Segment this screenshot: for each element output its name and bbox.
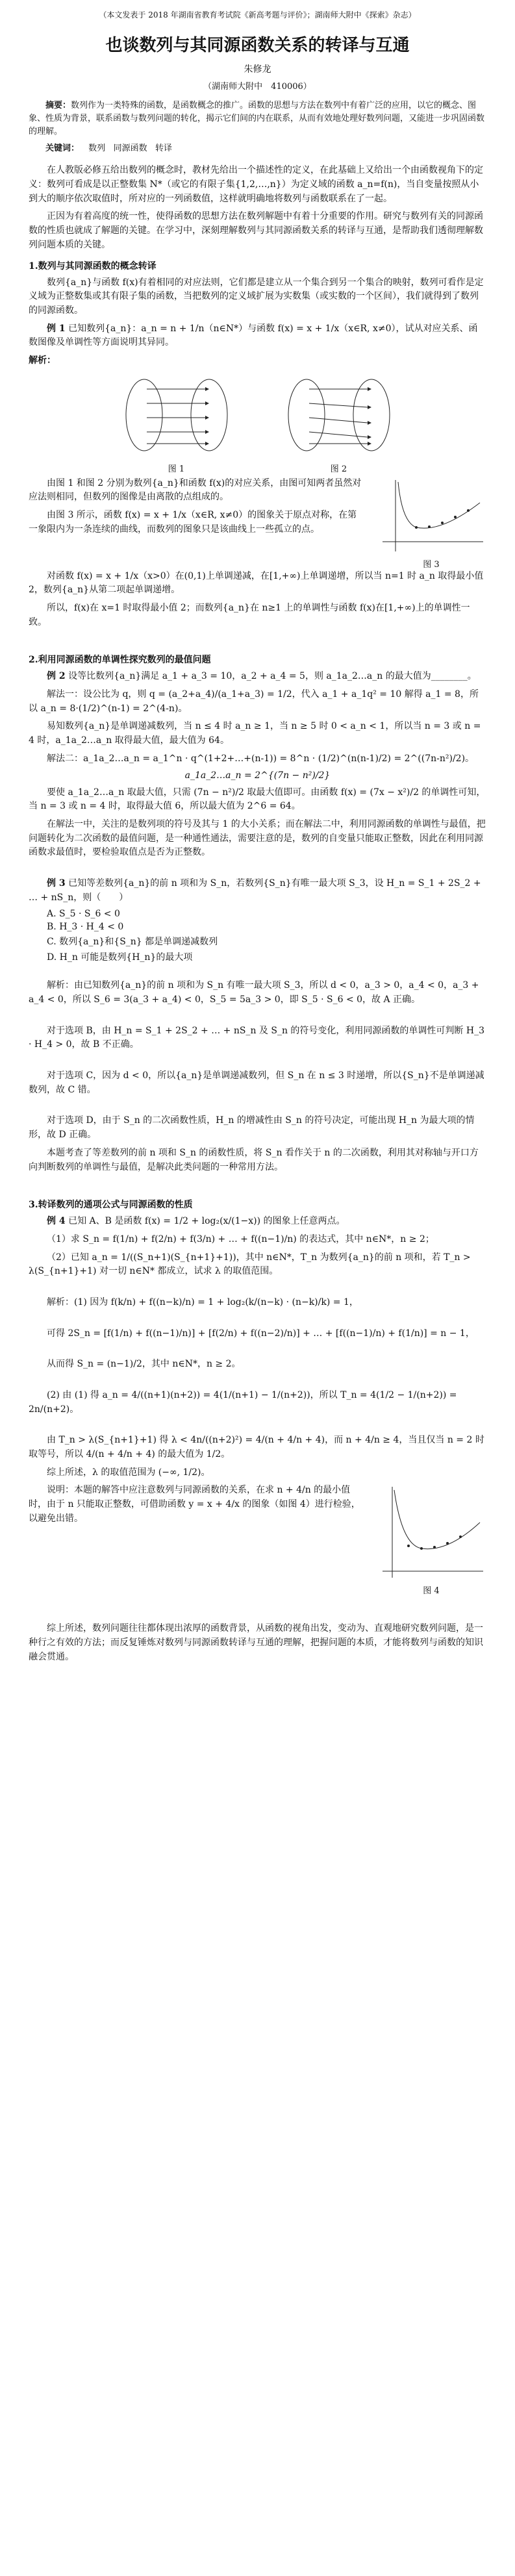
affiliation: （湖南师大附中 410006）	[203, 82, 312, 92]
note-paragraph: 说明：本题的解答中应注意数列与同源函数的关系，在求 n + 4/n 的最小值时，由于 n 只能取正整数，可借助函数 y = x + 4/x 的图象（如图 4）进行检验，以避免出错。	[29, 1485, 360, 1524]
example-text: 已知等差数列{a_n}的前 n 项和为 S_n，若数列{S_n}有唯一最大项 S_3，设 H_n = S_1 + 2S_2 + … + nS_n，则（ ）	[29, 878, 481, 903]
solution-step: (2) 由 (1) 得 a_n = 4/((n+1)(n+2)) = 4(1/(n+1) − 1/(n+2))，所以 T_n = 4(1/2 − 1/(n+2)) = 2n/(n+2)。	[29, 1390, 457, 1415]
function-graph-4	[376, 1484, 486, 1581]
analysis-paragraph: 对于选项 C，因为 d < 0，所以{a_n}是单调递减数列，但 S_n 在 n ≤ 3 时递增，所以{S_n}不是单调递减数列，故 C 错。	[29, 1070, 484, 1095]
note-with-figure	[29, 1484, 486, 1596]
method-2: 解法二：a_1a_2…a_n = a_1^n · q^(1+2+…+(n-1)) = 8^n · (1/2)^(n(n-1)/2) = 2^((7n-n²)/2)。	[47, 753, 475, 764]
abstract	[29, 99, 486, 138]
remark: 在解法一中，关注的是数列项的符号及其与 1 的大小关系；而在解法二中，利用同源函数的单调性与最值，把问题转化为二次函数的最值问题，是一种通性通法，需要注意的是，数列的自变量只能取正整数，因此在利用同源函数求最值时，要检验取值点是否为正整数。	[29, 818, 486, 858]
choice-b: B. H_3 · H_4 < 0	[47, 922, 124, 933]
figure-2-caption: 图 2	[330, 464, 347, 474]
method-1: 解法一：设公比为 q，则 q = (a_2+a_4)/(a_1+a_3) = 1/2，代入 a_1 + a_1q² = 10 解得 a_1 = 8，所以 a_n = 8·(1/2)^(n-1) = 2^(4-n)。	[29, 689, 479, 714]
section-body: 数列{a_n}与函数 f(x)有着相同的对应法则，它们都是建立从一个集合到另一个集合的映射，数列可看作是定义域为正整数集或其有限子集的函数，当把数列的定义域扩展为实数集（或实数的一个区间），我们就得到了数列的同源函数。	[29, 277, 484, 316]
mapping-diagram-1	[118, 375, 235, 459]
example-label: 例 3	[47, 878, 66, 889]
choice-c: C. 数列{a_n}和{S_n} 都是单调递减数列	[47, 937, 218, 948]
example-2	[29, 670, 486, 684]
analysis-paragraph: 所以，f(x)在 x=1 时取得最小值 2；而数列{a_n}在 n≥1 上的单调性与函数 f(x)在[1,+∞)上的单调性一致。	[29, 603, 470, 627]
example-1	[29, 322, 486, 350]
keyword-1: 数列	[88, 144, 106, 154]
figure-3	[376, 477, 486, 570]
figure-3-caption: 图 3	[423, 559, 440, 570]
abstract-label: 摘要：	[45, 101, 71, 110]
example-label: 例 2	[47, 671, 66, 682]
analysis-paragraph: 由图 3 所示，函数 f(x) = x + 1/x（x∈R, x≠0）的图象关于原点对称，在第一象限内为一条连续的曲线，而数列的图象只是该曲线上一些孤立的点。	[29, 510, 357, 535]
summary: 本题考查了等差数列的前 n 项和 S_n 的函数性质，将 S_n 看作关于 n 的二次函数，利用其对称轴与开口方向判断数列的单调性与最值，是解决此类问题的一种常用方法。	[29, 1147, 479, 1172]
part-2: （2）已知 a_n = 1/((S_n+1)(S_{n+1}+1))，其中 n∈N*，T_n 为数列{a_n}的前 n 项和，若 T_n > λ(S_{n+1}+1) 对一切 n∈N* 都成立，试求 λ 的取值范围。	[29, 1252, 471, 1277]
section-heading: 2.利用同源函数的单调性探究数列的最值问题	[29, 655, 211, 666]
author: 朱修龙	[244, 64, 271, 75]
formula: a_1a_2…a_n = 2^{(7n − n²)/2}	[184, 770, 331, 781]
example-4	[29, 1215, 486, 1229]
analysis-text	[29, 477, 366, 570]
analysis-paragraph: 对于选项 B，由 H_n = S_1 + 2S_2 + … + nS_n 及 S_n 的符号变化，利用同源函数的单调性可判断 H_3 · H_4 > 0，故 B 不正确。	[29, 1025, 484, 1050]
example-3	[29, 877, 486, 905]
figure-1	[118, 375, 235, 474]
conclusion: 综上所述，数列问题往往都体现出浓厚的函数背景，从函数的视角出发，变动为、直观地研究数列问题，是一种行之有效的方法；而反复锤炼对数列与同源函数转译与互通的理解，把握问题的本质，才能将数列与函数的知识融会贯通。	[29, 1623, 483, 1662]
example-text: 已知数列{a_n}：a_n = n + 1/n（n∈N*）与函数 f(x) = x + 1/x（x∈R, x≠0），试从对应关系、函数图像及单调性等方面说明其异同。	[29, 323, 478, 348]
solution-step: 解析：(1) 因为 f(k/n) + f((n−k)/n) = 1 + log₂(k/(n−k) · (n−k)/k) = 1，	[47, 1296, 358, 1307]
section-heading: 1.数列与其同源函数的概念转译	[29, 260, 157, 271]
analysis-paragraph: 解析：由已知数列{a_n}的前 n 项和为 S_n 有唯一最大项 S_3，所以 d < 0，a_3 > 0，a_4 < 0，a_3 + a_4 < 0，所以 S_6 = 3(a_3 + a_4) < 0，S_5 = 5a_3 > 0，即 S_5 · S_6 < 0，故 A 正确。	[29, 980, 479, 1005]
solution-step: 从而得 S_n = (n−1)/2，其中 n∈N*，n ≥ 2。	[47, 1359, 241, 1370]
note-text	[29, 1484, 366, 1596]
example-label: 例 1	[47, 323, 66, 334]
analysis-with-figure	[29, 477, 486, 570]
analysis-paragraph: 对函数 f(x) = x + 1/x（x>0）在(0,1)上单调递减，在[1,+∞)上单调递增，所以当 n=1 时 a_n 取得最小值 2，数列{a_n}从第二项起单调递增。	[29, 570, 484, 596]
paper-title: 也谈数列与其同源函数关系的转译与互通	[105, 36, 410, 55]
intro-paragraph: 在人教版必修五给出数列的概念时，教材先给出一个描述性的定义，在此基础上又给出一个由函数视角下的定义：数列可看成是以正整数集 N*（或它的有限子集{1,2,…,n}）为定义域的函数 a_n=f(n)，当自变量按照从小到大的顺序依次取值时，所对应的一列函数值，这样就明确地将数列与函数联系在了一起。	[29, 165, 483, 204]
example-label: 例 4	[47, 1216, 66, 1227]
example-text: 设等比数列{a_n}满足 a_1 + a_3 = 10，a_2 + a_4 = 5，则 a_1a_2…a_n 的最大值为________。	[68, 671, 477, 682]
choice-a: A. S_5 · S_6 < 0	[47, 909, 120, 920]
function-graph-3	[376, 477, 486, 555]
solution-step: 由 T_n > λ(S_{n+1}+1) 得 λ < 4n/((n+2)²) = 4/(n + 4/n + 4)，而 n + 4/n ≥ 4，当且仅当 n = 2 时取等号，所以 4/(n + 4/n + 4) 的最大值为 1/2。	[29, 1435, 484, 1460]
solution-label: 解析：	[29, 355, 56, 366]
intro-paragraph: 正因为有着高度的统一性，使得函数的思想方法在数列解题中有着十分重要的作用。研究与数列有关的同源函数的性质也就成了解题的关键。在学习中，深刻理解数列与其同源函数关系的转译与互通，是帮助我们透彻理解数列问题本质的关键。	[29, 211, 483, 250]
part-1: （1）求 S_n = f(1/n) + f(2/n) + f(3/n) + … + f((n−1)/n) 的表达式，其中 n∈N*，n ≥ 2；	[47, 1233, 434, 1244]
figure-1-caption: 图 1	[168, 464, 185, 474]
solution-step: 综上所述，λ 的取值范围为 (−∞, 1/2)。	[47, 1467, 210, 1478]
header-note: （本文发表于 2018 年湖南省教育考试院《新高考题与评价》；湖南师大附中《探索》杂志）	[99, 10, 416, 19]
method-2b: 要使 a_1a_2…a_n 取最大值，只需 (7n − n²)/2 取最大值即可。由函数 f(x) = (7x − x²)/2 的单调性可知，当 n = 3 或 n = 4 时，取得最大值 6，所以最大值为 2^6 = 64。	[29, 787, 486, 812]
keyword-3: 转译	[155, 144, 173, 154]
figure-2	[281, 375, 397, 474]
analysis-paragraph: 由图 1 和图 2 分别为数列{a_n}和函数 f(x)的对应关系，由图可知两者虽然对应法则相同，但数列的图像是由离散的点组成的。	[29, 477, 362, 503]
abstract-text: 数列作为一类特殊的函数，是函数概念的推广。函数的思想与方法在数列中有着广泛的应用，以它的概念、图象、性质为背景，联系函数与数列问题的转化，揭示它们间的内在联系，从而有效地处理好数列问题，又能进一步巩固函数的理解。	[29, 101, 485, 137]
analysis-paragraph: 对于选项 D，由于 S_n 的二次函数性质，H_n 的增减性由 S_n 的符号决定，可能出现 H_n 为最大项的情形，故 D 正确。	[29, 1115, 475, 1141]
keyword-2: 同源函数	[113, 144, 147, 154]
keywords	[45, 141, 486, 153]
figure-4-caption: 图 4	[423, 1586, 440, 1597]
mapping-diagram-2	[281, 375, 397, 459]
section-heading: 3.转译数列的通项公式与同源函数的性质	[29, 1200, 193, 1211]
keywords-label: 关键词：	[45, 144, 80, 154]
solution-step: 可得 2S_n = [f(1/n) + f((n−1)/n)] + [f(2/n) + f((n−2)/n)] + … + [f((n−1)/n) + f(1/n)] = n − 1，	[47, 1328, 475, 1339]
figure-4	[376, 1484, 486, 1596]
figure-row	[29, 375, 486, 474]
choice-d: D. H_n 可能是数列{H_n}的最大项	[47, 952, 193, 963]
example-text: 已知 A、B 是函数 f(x) = 1/2 + log₂(x/(1−x)) 的图象上任意两点。	[68, 1216, 345, 1227]
method-1b: 易知数列{a_n}是单调递减数列，当 n ≤ 4 时 a_n ≥ 1，当 n ≥ 5 时 0 < a_n < 1，所以当 n = 3 或 n = 4 时，a_1a_2…a_n 取得最大值，最大值为 64。	[29, 721, 481, 746]
